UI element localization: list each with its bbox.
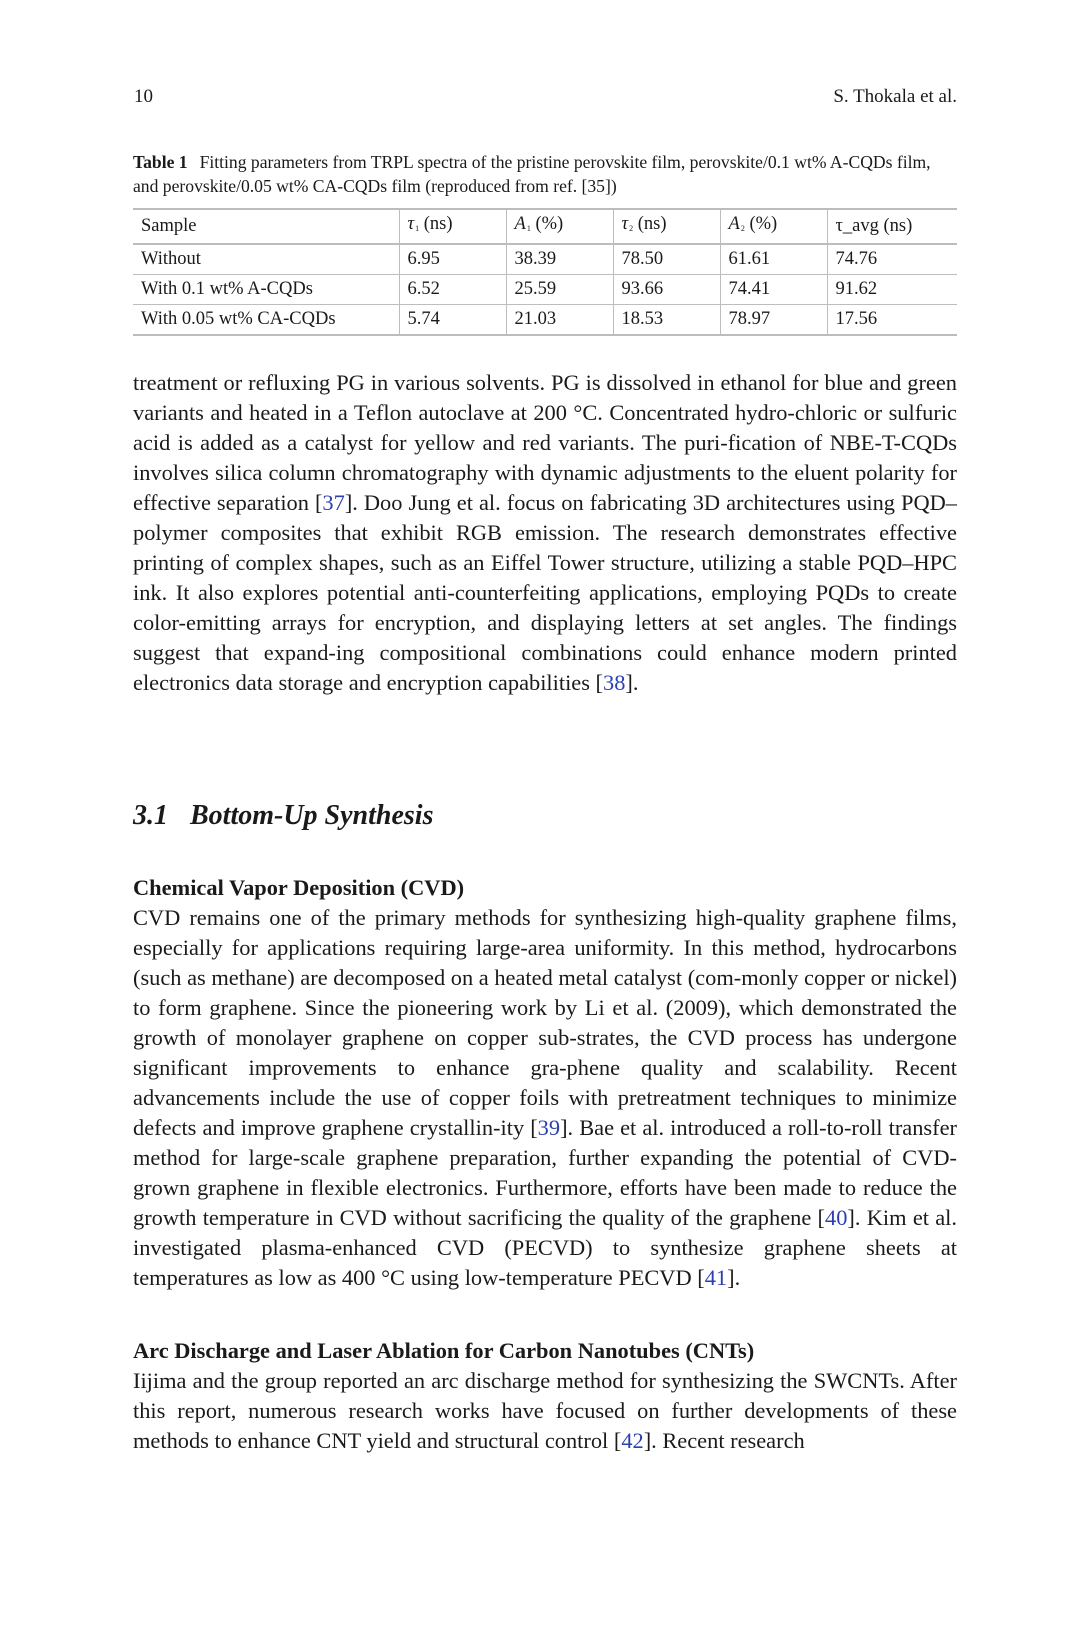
col-header-a2: $A_2$ (%) (720, 209, 827, 244)
table-row (133, 244, 957, 275)
table-row (133, 275, 957, 305)
section-number: 3.1 (133, 800, 168, 831)
body-paragraph-1: treatment or refluxing PG in various solvents. PG is dissolved in ethanol for blue and green variants and heated in a Teflon autoclave at 200 °C. Concentrated hydro-chloric or sulfuric acid is added as a catalyst for yellow and red variants. The puri-fication of NBE-T-CQDs involves silica column chromatography with dynamic adjustments to the eluent polarity for effective separation [37]. Doo Jung et al. focus on fabricating 3D architectures using PQD–polymer composites that exhibit RGB emission. The research demonstrates effective printing of complex shapes, such as an Eiffel Tower structure, utilizing a stable PQD–HPC ink. It also explores potential anti-counterfeiting applications, employing PQDs to create color-emitting arrays for encryption, and displaying letters at set angles. The findings suggest that expand-ing compositional combinations could enhance modern printed electronics data storage and encryption capabilities [38]. (133, 370, 958, 695)
citation-link[interactable]: 40 (825, 1205, 848, 1230)
col-header-tau-avg: τ_avg (ns) (827, 209, 957, 244)
table-label: Table 1 (133, 152, 188, 172)
section-heading (133, 800, 433, 832)
col-header-tau2: $\tau_2$ (ns) (613, 209, 720, 244)
running-head: S. Thokala et al. (833, 86, 957, 107)
citation-link[interactable]: 39 (537, 1115, 561, 1140)
citation-link[interactable]: 38 (603, 670, 626, 695)
citation-link[interactable]: 41 (704, 1265, 728, 1290)
table-cell: 18.53 (613, 305, 720, 336)
arc-paragraph: Iijima and the group reported an arc discharge method for synthesizing the SWCNTs. After this report, numerous research works have focused on further developments of these methods to enhance CNT yield and structural control [42]. Recent research (133, 1368, 957, 1453)
subheading-arc-discharge: Arc Discharge and Laser Ablation for Carbon Nanotubes (CNTs) (133, 1338, 755, 1363)
citation-link[interactable]: 37 (322, 490, 345, 515)
table-cell: 74.76 (827, 244, 957, 275)
table-cell: 6.95 (399, 244, 506, 275)
trpl-table (133, 208, 957, 336)
col-header-sample: Sample (141, 216, 197, 236)
table-cell: 6.52 (399, 275, 506, 305)
table-cell: With 0.05 wt% CA-CQDs (141, 309, 336, 329)
table-cell: Without (141, 249, 201, 269)
table-caption (133, 150, 957, 198)
table-header-row (133, 209, 957, 244)
table-cell: 78.97 (720, 305, 827, 336)
table-cell: 78.50 (613, 244, 720, 275)
table-cell: 21.03 (506, 305, 613, 336)
table-cell: 91.62 (827, 275, 957, 305)
col-header-tau1: $\tau_1$ (ns) (399, 209, 506, 244)
table-cell: 74.41 (720, 275, 827, 305)
col-header-a1: $A_1$ (%) (506, 209, 613, 244)
table-row (133, 305, 957, 336)
cvd-paragraph: CVD remains one of the primary methods for synthesizing high-quality graphene films, especially for applications requiring large-area uniformity. In this method, hydrocarbons (such as methane) are decomposed on a heated metal catalyst (com-monly copper or nickel) to form graphene. Since the pioneering work by Li et al. (2009), which demonstrated the growth of monolayer graphene on copper sub-strates, the CVD process has undergone significant improvements to enhance gra-phene quality and scalability. Recent advancements include the use of copper foils with pretreatment techniques to minimize defects and improve graphene crystallin-ity [39]. Bae et al. introduced a roll-to-roll transfer method for large-scale graphene preparation, further expanding the potential of CVD-grown graphene in flexible electronics. Furthermore, efforts have been made to reduce the growth temperature in CVD without sacrificing the quality of the graphene [40]. Kim et al. investigated plasma-enhanced CVD (PECVD) to synthesize graphene sheets at temperatures as low as 400 °C using low-temperature PECVD [41]. (133, 905, 958, 1290)
table-cell: 25.59 (506, 275, 613, 305)
page-number: 10 (134, 86, 153, 107)
table-caption-text: Fitting parameters from TRPL spectra of the pristine perovskite film, perovskite/0.1 wt% A-CQDs film, and perovskite/0.05 wt% CA-CQDs film (reproduced from ref. [35]) (133, 152, 931, 196)
table-cell: 38.39 (506, 244, 613, 275)
table-cell: 17.56 (827, 305, 957, 336)
table-cell: 61.61 (720, 244, 827, 275)
citation-link[interactable]: 42 (621, 1428, 644, 1453)
table-cell: 93.66 (613, 275, 720, 305)
subheading-cvd: Chemical Vapor Deposition (CVD) (133, 875, 465, 900)
table-cell: With 0.1 wt% A-CQDs (141, 279, 313, 299)
section-title: Bottom-Up Synthesis (190, 800, 434, 831)
table-cell: 5.74 (399, 305, 506, 336)
